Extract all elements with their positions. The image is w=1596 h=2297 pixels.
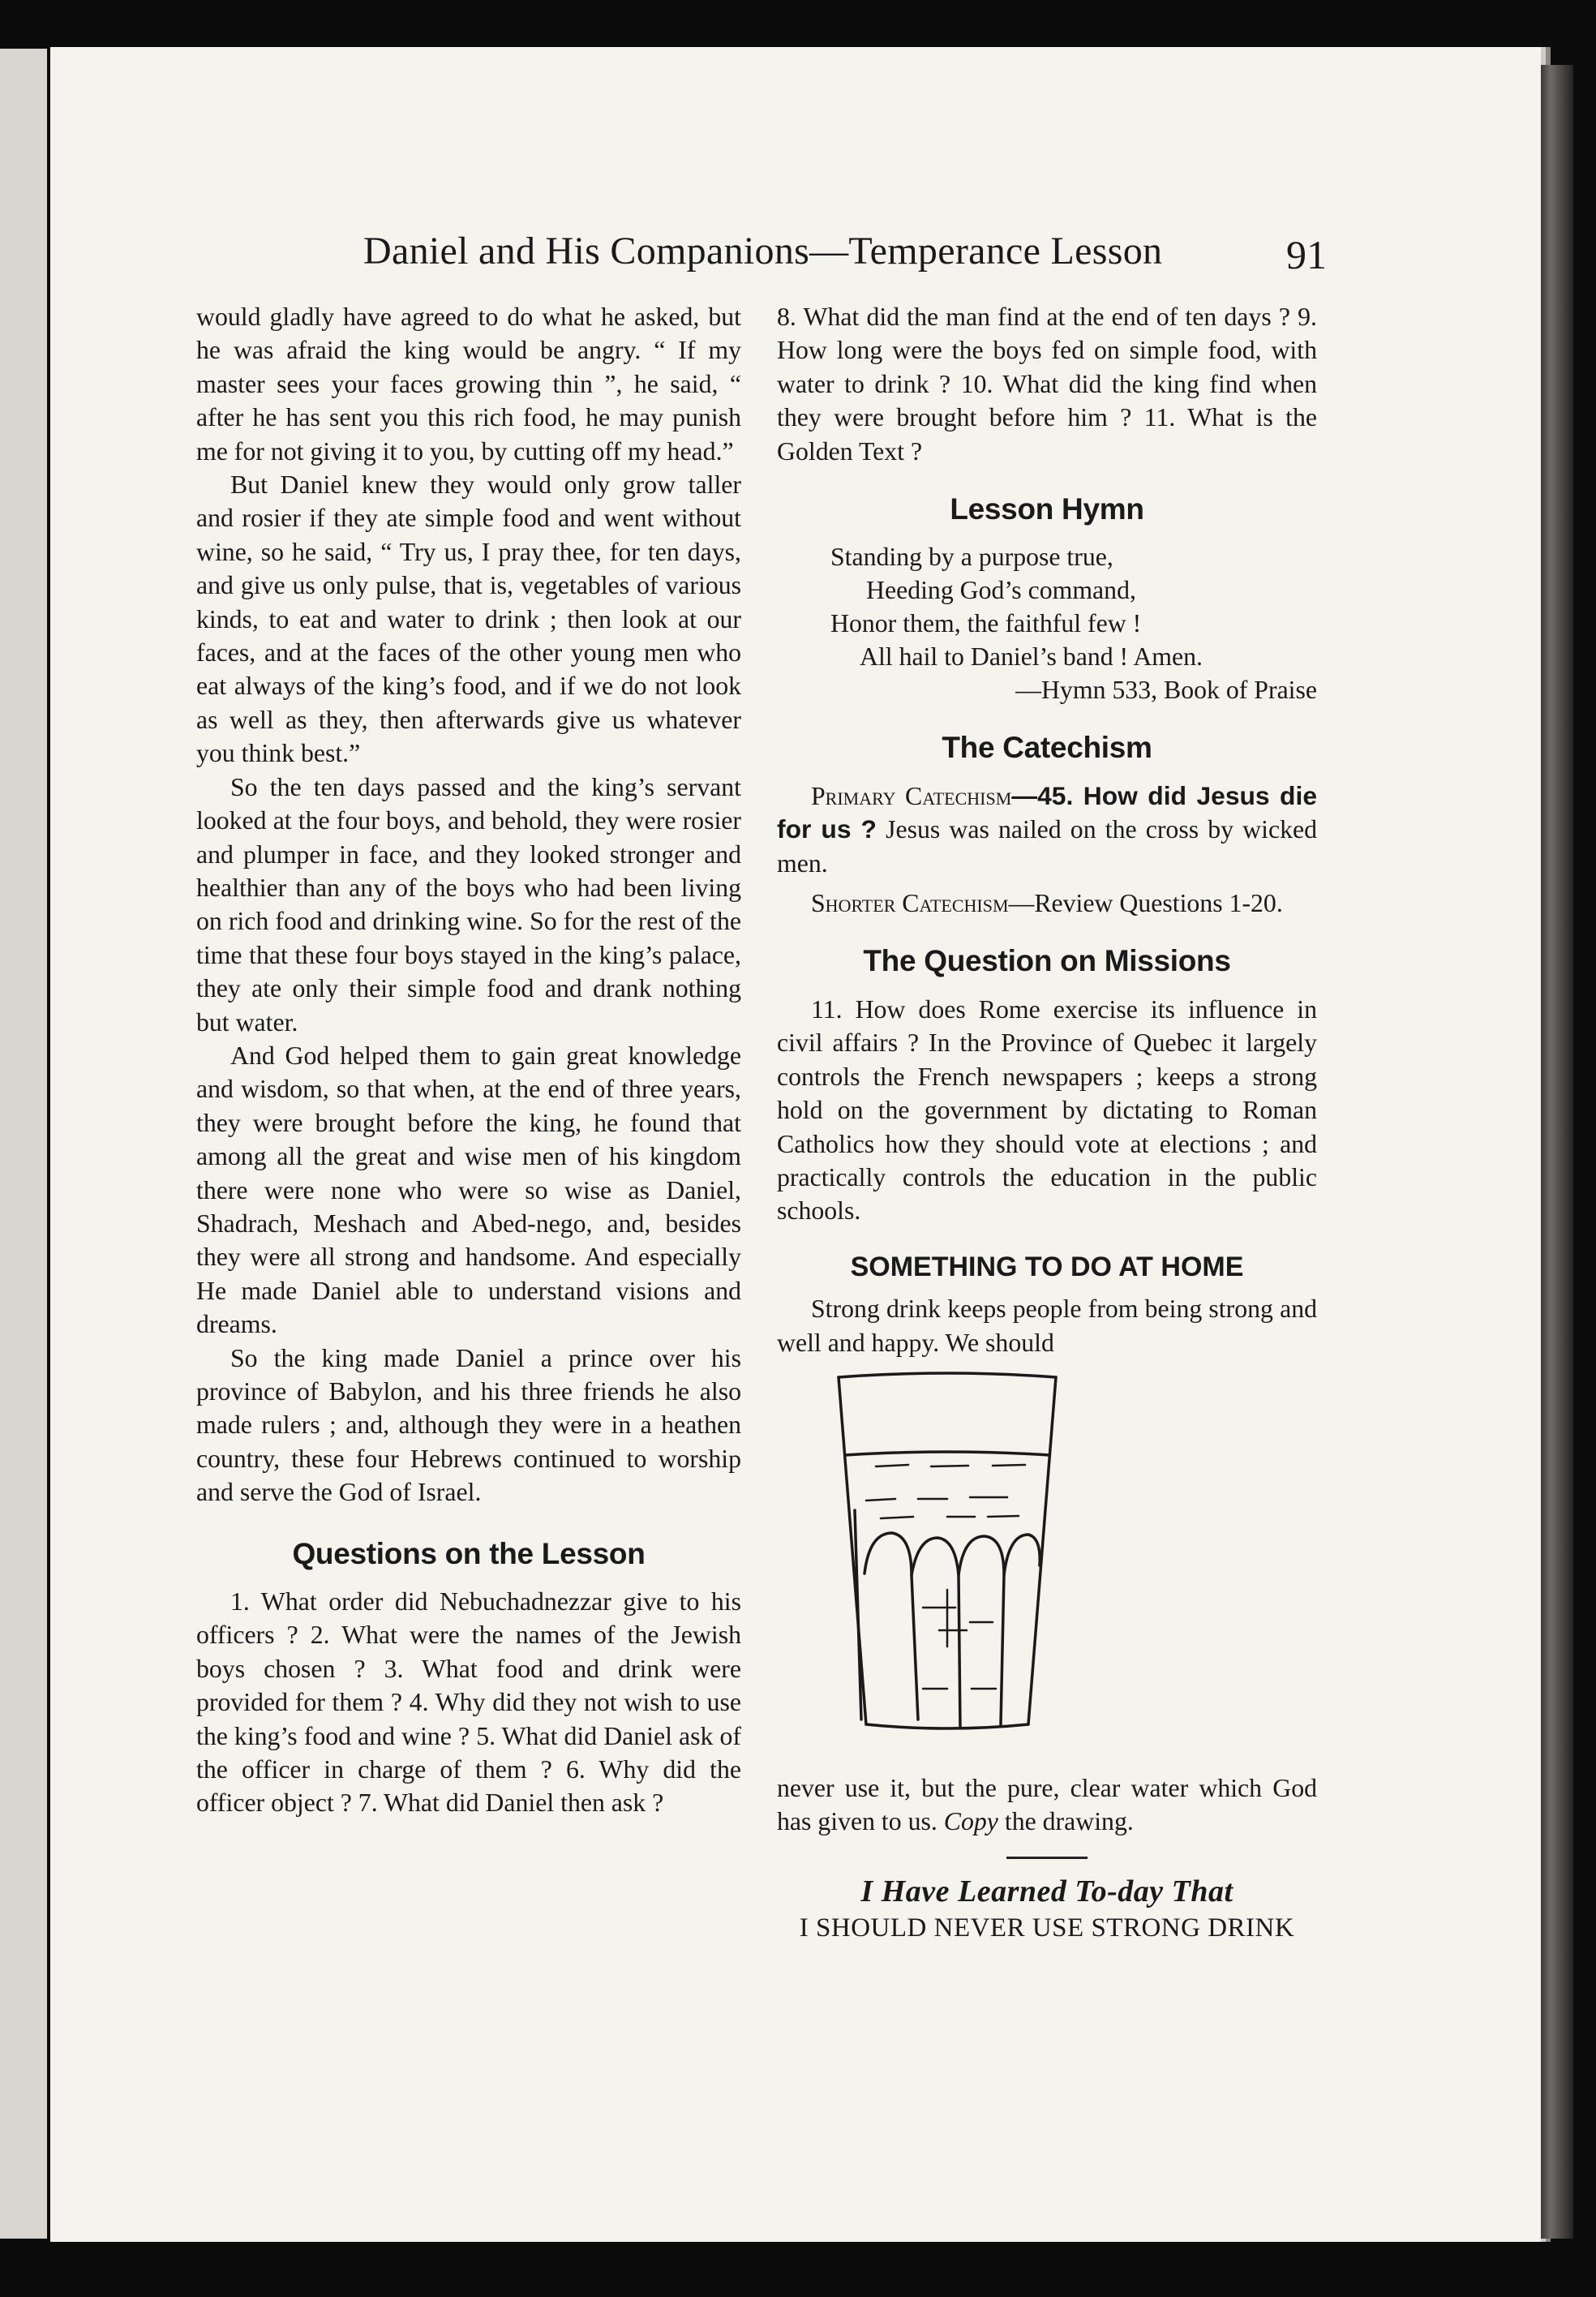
paragraph: So the ten days passed and the king’s servant looked at the four boys, and behold, they were rosier and plumper in face, and they looked stronger and healthier than any of the boys who had been living on rich food and drinking wine. So for the rest of the time that these four boys stayed in the king’s palace, they ate only their simple food and drank nothing but water. (196, 772, 741, 1037)
home-text-end: the drawing. (998, 1807, 1134, 1836)
copy-word: Copy (943, 1807, 998, 1836)
questions-continued: 8. What did the man find at the end of ten days ? 9. How long were the boys fed on simple food, with water to drink ? 10. What did the king find when they were brought before him ? 11. What is the Golden Text ? (777, 303, 1317, 466)
right-column (777, 300, 1317, 1946)
hymn-line: Honor them, the faithful few ! (830, 609, 1142, 638)
divider-rule (1006, 1857, 1088, 1859)
shorter-catechism (777, 887, 1317, 920)
hymn-line: Standing by a purpose true, (830, 543, 1113, 572)
shorter-catechism-text: —Review Questions 1-20. (1008, 889, 1283, 918)
page-stack-edge (1541, 65, 1573, 2239)
primary-catechism (777, 779, 1317, 880)
running-head: Daniel and His Companions—Temperance Lesson (363, 230, 1163, 273)
home-heading: SOMETHING TO DO AT HOME (850, 1251, 1244, 1282)
missions-heading: The Question on Missions (863, 944, 1231, 978)
primary-catechism-answer: Jesus was nailed on the cross by wicked men. (777, 815, 1317, 878)
primary-catechism-label: Primary Catechism (811, 781, 1012, 810)
home-text-continued (777, 1771, 1317, 1839)
left-column (196, 300, 741, 1820)
paragraph: But Daniel knew they would only grow taller and rosier if they ate simple food and went without wine, so he said, “ Try us, I pray thee, for ten days, and give us only pulse, that is, vegetables of various kinds, to eat and water to drink ; then look at our faces, and at the faces of the other young men who eat always of the king’s food, and if we do not look as well as they, then afterwards give us whatever you think best.” (196, 470, 741, 768)
hymn-heading: Lesson Hymn (950, 492, 1144, 526)
paragraph: would gladly have agreed to do what he asked, but he was afraid the king would be angry. “ If my master sees your faces growing thin ”, he said, “ after he has sent you this rich food, he may punish me for not giving it to you, by cutting off my head.” (196, 303, 741, 466)
primary-catechism-question: —45. How did Jesus die for us ? (777, 780, 1318, 844)
home-text: Strong drink keeps people from being strong and well and happy. We should (777, 1294, 1317, 1357)
water-glass-illustration (834, 1371, 1061, 1752)
catechism-heading: The Catechism (942, 731, 1152, 765)
learned-heading: I Have Learned To-day That (860, 1874, 1233, 1908)
questions-heading: Questions on the Lesson (292, 1536, 646, 1570)
questions-text: 1. What order did Nebuchadnezzar give to his officers ? 2. What were the names of the Jewish boys chosen ? 3. What food and drink were provided for them ? 4. Why did they not wish to use the king’s food and wine ? 5. What did Daniel ask of the officer in charge of them ? 6. Why did the officer object ? 7. What did Daniel then ask ? (196, 1587, 741, 1818)
missions-text: 11. How does Rome exercise its influence in civil affairs ? In the Province of Quebec it largely controls the French newspapers ; keeps a strong hold on the government by dictating to Roman Catholics how they should vote at elections ; and practically controls the education in the public schools. (777, 994, 1317, 1226)
paragraph: So the king made Daniel a prince over his province of Babylon, and his three friends he also made rulers ; and, although they were in a heathen country, these four Hebrews continued to worship and serve the God of Israel. (196, 1343, 741, 1507)
shorter-catechism-label: Shorter Catechism (811, 889, 1009, 918)
paragraph: And God helped them to gain great knowledge and wisdom, so that when, at the end of three years, they were brought before the king, he found that among all the great and wise men of his kingdom there were none who were so wise as Daniel, Shadrach, Meshach and Abed-nego, and, besides they were all strong and handsome. And especially He made Daniel able to understand visions and dreams. (196, 1041, 741, 1339)
learned-line: I SHOULD NEVER USE STRONG DRINK (799, 1913, 1295, 1943)
home-text-after: never use it, but the pure, clear water which God has given to us. (777, 1773, 1317, 1836)
glass-drawing (777, 1371, 1317, 1760)
previous-page-edge (0, 49, 47, 2239)
page-number: 91 (1286, 232, 1327, 277)
hymn-source: —Hymn 533, Book of Praise (1015, 676, 1317, 705)
hymn-line: All hail to Daniel’s band ! Amen. (860, 642, 1203, 672)
hymn-line: Heeding God’s command, (866, 576, 1136, 605)
hymn-verse (830, 540, 1317, 706)
